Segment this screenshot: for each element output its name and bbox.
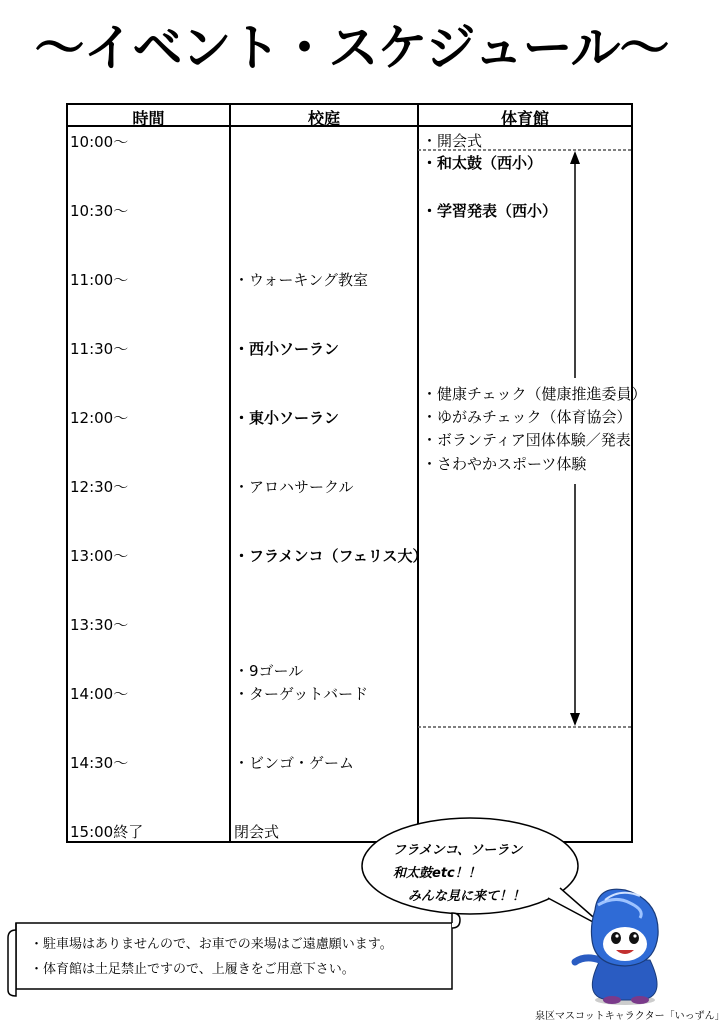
yard-event-target-bird: ・ターゲットバード <box>234 685 369 703</box>
note-parking: ・駐車場はありませんので、お車での来場はご遠慮願います。 <box>30 937 393 952</box>
bubble-line-3: みんな見に来て！！ <box>408 889 526 904</box>
time-slot: 12:00〜 <box>70 409 129 427</box>
time-slot: 15:00終了 <box>70 823 144 841</box>
header-time: 時間 <box>132 109 165 128</box>
time-slot: 13:00〜 <box>70 547 129 565</box>
time-slot: 14:30〜 <box>70 754 129 772</box>
yard-event-aloha: ・アロハサークル <box>234 478 354 496</box>
yard-event-walking: ・ウォーキング教室 <box>234 271 368 289</box>
gym-event-sawayaka: ・さわやかスポーツ体験 <box>422 455 587 473</box>
yard-event-higashi-soran: ・東小ソーラン <box>234 409 340 427</box>
header-gym: 体育館 <box>500 109 549 128</box>
time-slot: 11:00〜 <box>70 271 129 289</box>
note-indoor-shoes: ・体育館は土足禁止ですので、上履きをご用意下さい。 <box>30 962 355 977</box>
yard-event-nishi-soran: ・西小ソーラン <box>234 340 340 358</box>
gym-event-wadaiko: ・和太鼓（西小） <box>422 154 543 172</box>
time-slot: 11:30〜 <box>70 340 129 358</box>
bubble-line-1: フラメンコ、ソーラン <box>393 843 523 858</box>
time-slot: 14:00〜 <box>70 685 129 703</box>
gym-event-kenko: ・健康チェック（健康推進委員） <box>422 385 647 403</box>
gym-event-opening: ・開会式 <box>422 132 483 150</box>
yard-event-nine-goal: ・9ゴール <box>234 662 304 680</box>
header-yard: 校庭 <box>307 109 340 128</box>
gym-event-volunteer: ・ボランティア団体体験／発表 <box>422 431 631 449</box>
time-slot: 12:30〜 <box>70 478 129 496</box>
time-slot: 10:00〜 <box>70 133 129 151</box>
time-slot: 13:30〜 <box>70 616 129 634</box>
yard-event-bingo: ・ビンゴ・ゲーム <box>234 754 355 772</box>
gym-event-gakushu: ・学習発表（西小） <box>422 202 558 220</box>
mascot-caption: 泉区マスコットキャラクター「いっずん」 <box>535 1011 725 1022</box>
time-slot: 10:30〜 <box>70 202 129 220</box>
yard-event-flamenco: ・フラメンコ（フェリス大） <box>234 547 428 565</box>
page-title: 〜イベント・スケジュール〜 <box>34 19 669 77</box>
gym-event-yugami: ・ゆがみチェック（体育協会） <box>422 408 632 426</box>
bubble-line-2: 和太鼓etc！！ <box>393 866 481 881</box>
yard-event-closing: 閉会式 <box>234 823 280 841</box>
